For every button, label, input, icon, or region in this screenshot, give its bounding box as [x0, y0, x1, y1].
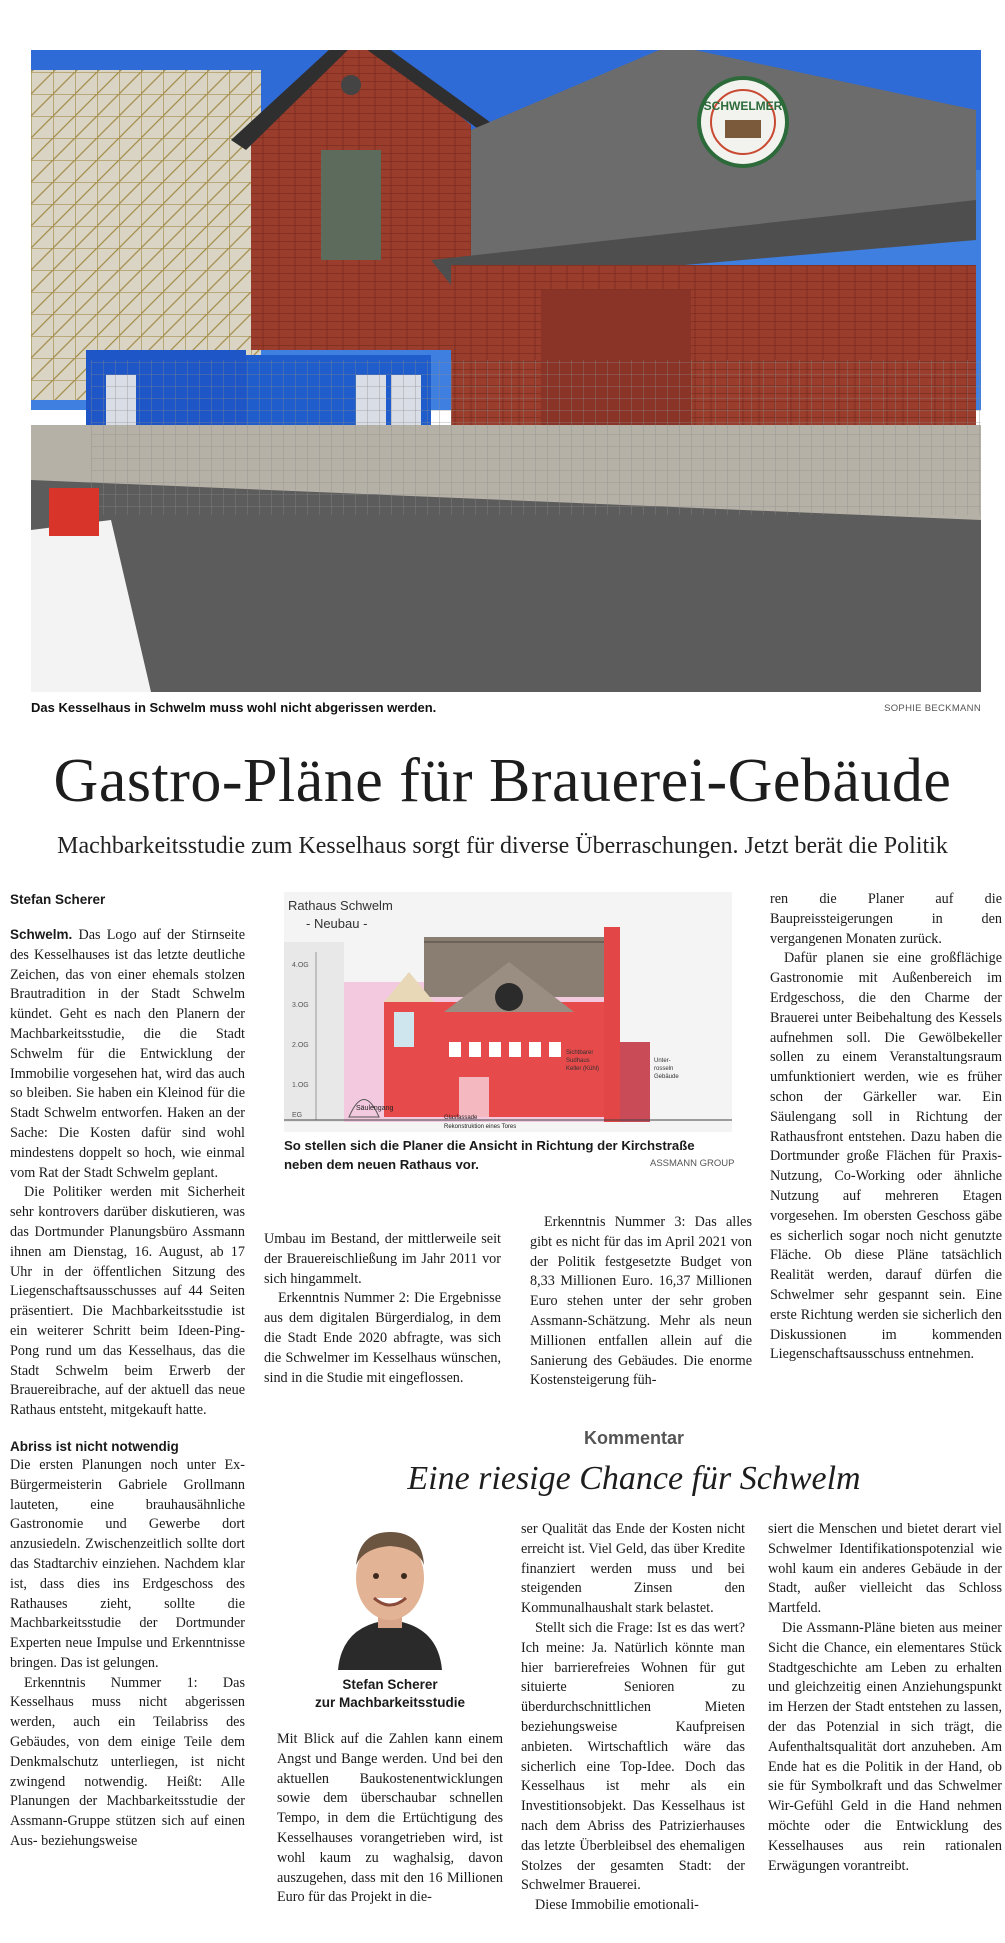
paragraph-text: Das Logo auf der Stirnseite des Kesselhauses ist das letzte deutliche Zeichen, das von einer ehemals stolzen Brautradition in der Stadt Schwelm kündet. Geht es nach den Planern der Machbarkeitsstudie, die die Stadt Schwelm für die Entwicklung der Immobilie vorgesehen hat, wird das auch so bleiben. Sie haben ein Kleinod für die Stadt Schwelm entworfen. Haken an der Sache: Die Kosten dafür sind wohl mindestens doppelt so hoch, wie einmal vom Rat der Stadt Schwelm geplant.: [10, 927, 245, 1181]
paragraph: Diese Immobilie emotionali-: [535, 1897, 699, 1914]
paragraph: ren die Planer auf die Baupreissteigerungen in den vergangenen Monaten zurück.: [770, 891, 1002, 947]
commentary-author-role: zur Machbarkeitsstudie: [314, 1695, 466, 1710]
photo-credit: SOPHIE BECKMANN: [884, 703, 981, 714]
paragraph: ser Qualität das Ende der Kosten nicht erreicht ist. Viel Geld, das über Kredite finanziert werden muss und bei steigenden Zinsen den Kommunalhaushalt stark belastet.: [521, 1521, 745, 1617]
commentary-column-3: [768, 1520, 1002, 1876]
label-tor: Rekonstruktion eines Tores: [444, 1124, 517, 1130]
diagram-title: Rathaus Schwelm: [288, 898, 393, 913]
diagram-credit: ASSMANN GROUP: [650, 1158, 735, 1169]
label-sudhaus: Sudhaus: [566, 1058, 590, 1064]
logo-text: SCHWELMER: [703, 99, 783, 113]
label-far-right: Gebäude: [654, 1074, 679, 1080]
author-portrait: [328, 1520, 452, 1670]
paragraph: Erkenntnis Nummer 2: Die Ergebnisse aus dem digitalen Bürgerdialog, in dem die Stadt Ende 2020 abfragte, was sich die Schwelmer im Kesselhaus wünschen, sind in die Studie mit eingeflossen.: [264, 1290, 501, 1386]
level-label: 2.OG: [292, 1042, 309, 1049]
paragraph: [10, 925, 245, 1183]
subhead: Abriss ist nicht notwendig: [10, 1438, 179, 1454]
label-glasfassade: Glasfassade: [444, 1115, 478, 1121]
diagram-subtitle: - Neubau -: [306, 916, 368, 931]
article-column-4: [770, 890, 1002, 1365]
dateline: Schwelm.: [10, 927, 73, 942]
label-keller: Keller (Kühl): [566, 1066, 600, 1072]
label-sudhaus: Sichtbarer: [566, 1050, 594, 1056]
paragraph: siert die Menschen und bietet derart viel Schwelmer Identifikationspotenzial wie wohl kaum ein anderes Gebäude in der Stadt, außer vielleicht das Schloss Martfeld.: [768, 1521, 1002, 1617]
paragraph: Dafür planen sie eine großflächige Gastronomie mit Außenbereich im Erdgeschoss, die den Charme der Brauerei unter Beibehaltung des Kessels aufnehmen soll. Die Gewölbekeller sollen zu einem Veranstaltungsraum umfunktioniert werden, wie es früher schon der Gärkeller war. Ein Säulengang soll in Richtung der Rathausfront entstehen. Dazu haben die Dortmunder große Flächen für Praxis-Nutzung, Co-Working oder ähnliche Nutzung auf mehreren Etagen vorgesehen. Im obersten Geschoss gäbe es sicherlich sogar noch nicht genutzte Fläche. Ob diese Pläne tatsächlich Realität werden, darauf dürfen die Schwelmer sehr gespannt sein. Eine erste Richtung werden sie sicherlich den Diskussionen im kommenden Liegenschaftsausschuss entnehmen.: [770, 950, 1002, 1363]
level-label: 1.OG: [292, 1082, 309, 1089]
paragraph: Mit Blick auf die Zahlen kann einem Angst und Bange werden. Und bei den aktuellen Baukostenentwicklungen sowie dem überschaubar schnellen Tempo, in dem die Ertüchtigung des Kesselhauses vorangetrieben wird, ist wohl kaum zu waghalsig, davon auszugehen, dass mit den 16 Millionen Euro für das Projekt in die-: [277, 1731, 503, 1906]
commentary-title: Eine riesige Chance für Schwelm: [407, 1460, 861, 1497]
label-far-right: Unter-: [654, 1058, 671, 1064]
level-label: 3.OG: [292, 1002, 309, 1009]
architecture-diagram: [284, 892, 732, 1132]
commentary-column-1: [277, 1730, 503, 1908]
level-label: 4.OG: [292, 962, 309, 969]
paragraph: Erkenntnis Nummer 3: Das alles gibt es nicht für das im April 2021 von der Politik festgesetzte Budget von 8,33 Millionen Euro. 16,37 Millionen Euro stehen unter der sehr groben Assmann-Schätzung. Mehr als neun Millionen entfallen allein auf die Sanierung des Gebäudes. Die enorme Kostensteigerung füh-: [530, 1214, 752, 1389]
label-saeulengang: Säulengang: [356, 1105, 394, 1112]
level-label: EG: [292, 1112, 303, 1119]
schwelmer-logo-sign: [699, 78, 787, 166]
commentary-author-name: Stefan Scherer: [342, 1677, 438, 1692]
building-tower: [604, 927, 620, 1122]
headline: Gastro-Pläne für Brauerei-Gebäude: [53, 747, 952, 815]
author-byline: Stefan Scherer: [10, 892, 106, 907]
paragraph: Die ersten Planungen noch unter Ex-Bürgermeisterin Gabriele Grollmann lauteten, eine brauhausähnliche Gastronomie und Gewerbe dort anzusiedeln. Zwischenzeitlich sollte dort das Stadtarchiv einziehen. Nachdem klar ist, dass dies ins Erdgeschoss des Rathauses zieht, sollte die Machbarkeitsstudie der Dortmunder Experten neue Impulse und Erkenntnisse bringen. Das ist gelungen.: [10, 1456, 245, 1671]
paragraph: Die Politiker werden mit Sicherheit sehr kontrovers darüber diskutieren, was das Dortmunder Planungsbüro Assmann ihnen am Dienstag, 16. August, ab 17 Uhr in der öffentlichen Sitzung des Liegenschaftsausschusses auf 44 Seiten präsentiert. Die Machbarkeitsstudie ist ein weiterer Schritt beim Ideen-Ping-Pong rund um das Kesselhaus, das die Stadt Schwelm beim Erwerb der Brauereibrache, auf der aktuell das neue Rathaus entsteht, mitgekauft hatte.: [10, 1184, 245, 1419]
article-column-1: [10, 890, 245, 1852]
paragraph: Erkenntnis Nummer 1: Das Kesselhaus muss nicht abgerissen werden, auch ein Teilabriss des Gebäudes, von dem einige Teile dem Denkmalschutz unterliegen, ist nicht zwingend notwendig. Heißt: Alle Planungen der Machbarkeitsstudie der Assmann-Gruppe stützen sich auf einen Aus- beziehungsweise: [10, 1674, 245, 1850]
commentary-kicker: Kommentar: [583, 1428, 685, 1448]
label-far-right: rosseln: [654, 1066, 674, 1072]
photo-caption: Das Kesselhaus in Schwelm muss wohl nicht abgerissen werden.: [31, 700, 437, 715]
paragraph: Die Assmann-Pläne bieten aus meiner Sicht die Chance, ein elementares Stück Stadtgeschichte am Leben zu erhalten und gleichzeitig einen Anziehungspunkt im Herzen der Stadt entstehen zu lassen, der das Potenzial in sich trägt, die Aufenthaltsqualität dort anzuheben. Am Ende hat es die Politik in der Hand, ob sie für Symbolkraft und das Schwelmer Wir-Gefühl Geld in die Hand nehmen möchte oder die Entwicklung des Kesselhauses aus rein rationalen Erwägungen vorantreibt.: [768, 1619, 1002, 1874]
logo-circle: [495, 983, 523, 1011]
article-column-2: [264, 1230, 501, 1388]
subheadline: Machbarkeitsstudie zum Kesselhaus sorgt für diverse Überraschungen. Jetzt berät die Politik: [57, 833, 948, 859]
commentary-author: [264, 1676, 516, 1712]
paragraph: Stellt sich die Frage: Ist es das wert? Ich meine: Ja. Natürlich könnte man hier barrierefreies Wohnen für gut situierte Senioren zu überdurchschnittlichen Mieten beziehungsweise Kaufpreisen anbieten. Wirtschaftlich wäre das sicherlich eine Top-Idee. Doch das Kesselhaus ist mehr als ein Investitionsobjekt. Das Kesselhaus ist nach dem Abriss des Patrizierhauses das letzte Überbleibsel des ehemaligen Stolzes der gesamten Stadt: der Schwelmer Brauerei.: [521, 1619, 745, 1894]
paragraph: Umbau im Bestand, der mittlerweile seit der Brauereischließung im Jahr 2011 vor sich hingammelt.: [264, 1231, 501, 1287]
construction-fence: [91, 360, 981, 515]
commentary-column-2: [521, 1520, 745, 1916]
article-photo: [31, 50, 981, 692]
diagram-caption: So stellen sich die Planer die Ansicht in Richtung der Kirchstraße neben dem neuen Rathaus vor.: [284, 1138, 695, 1172]
article-column-3: [530, 1213, 752, 1391]
